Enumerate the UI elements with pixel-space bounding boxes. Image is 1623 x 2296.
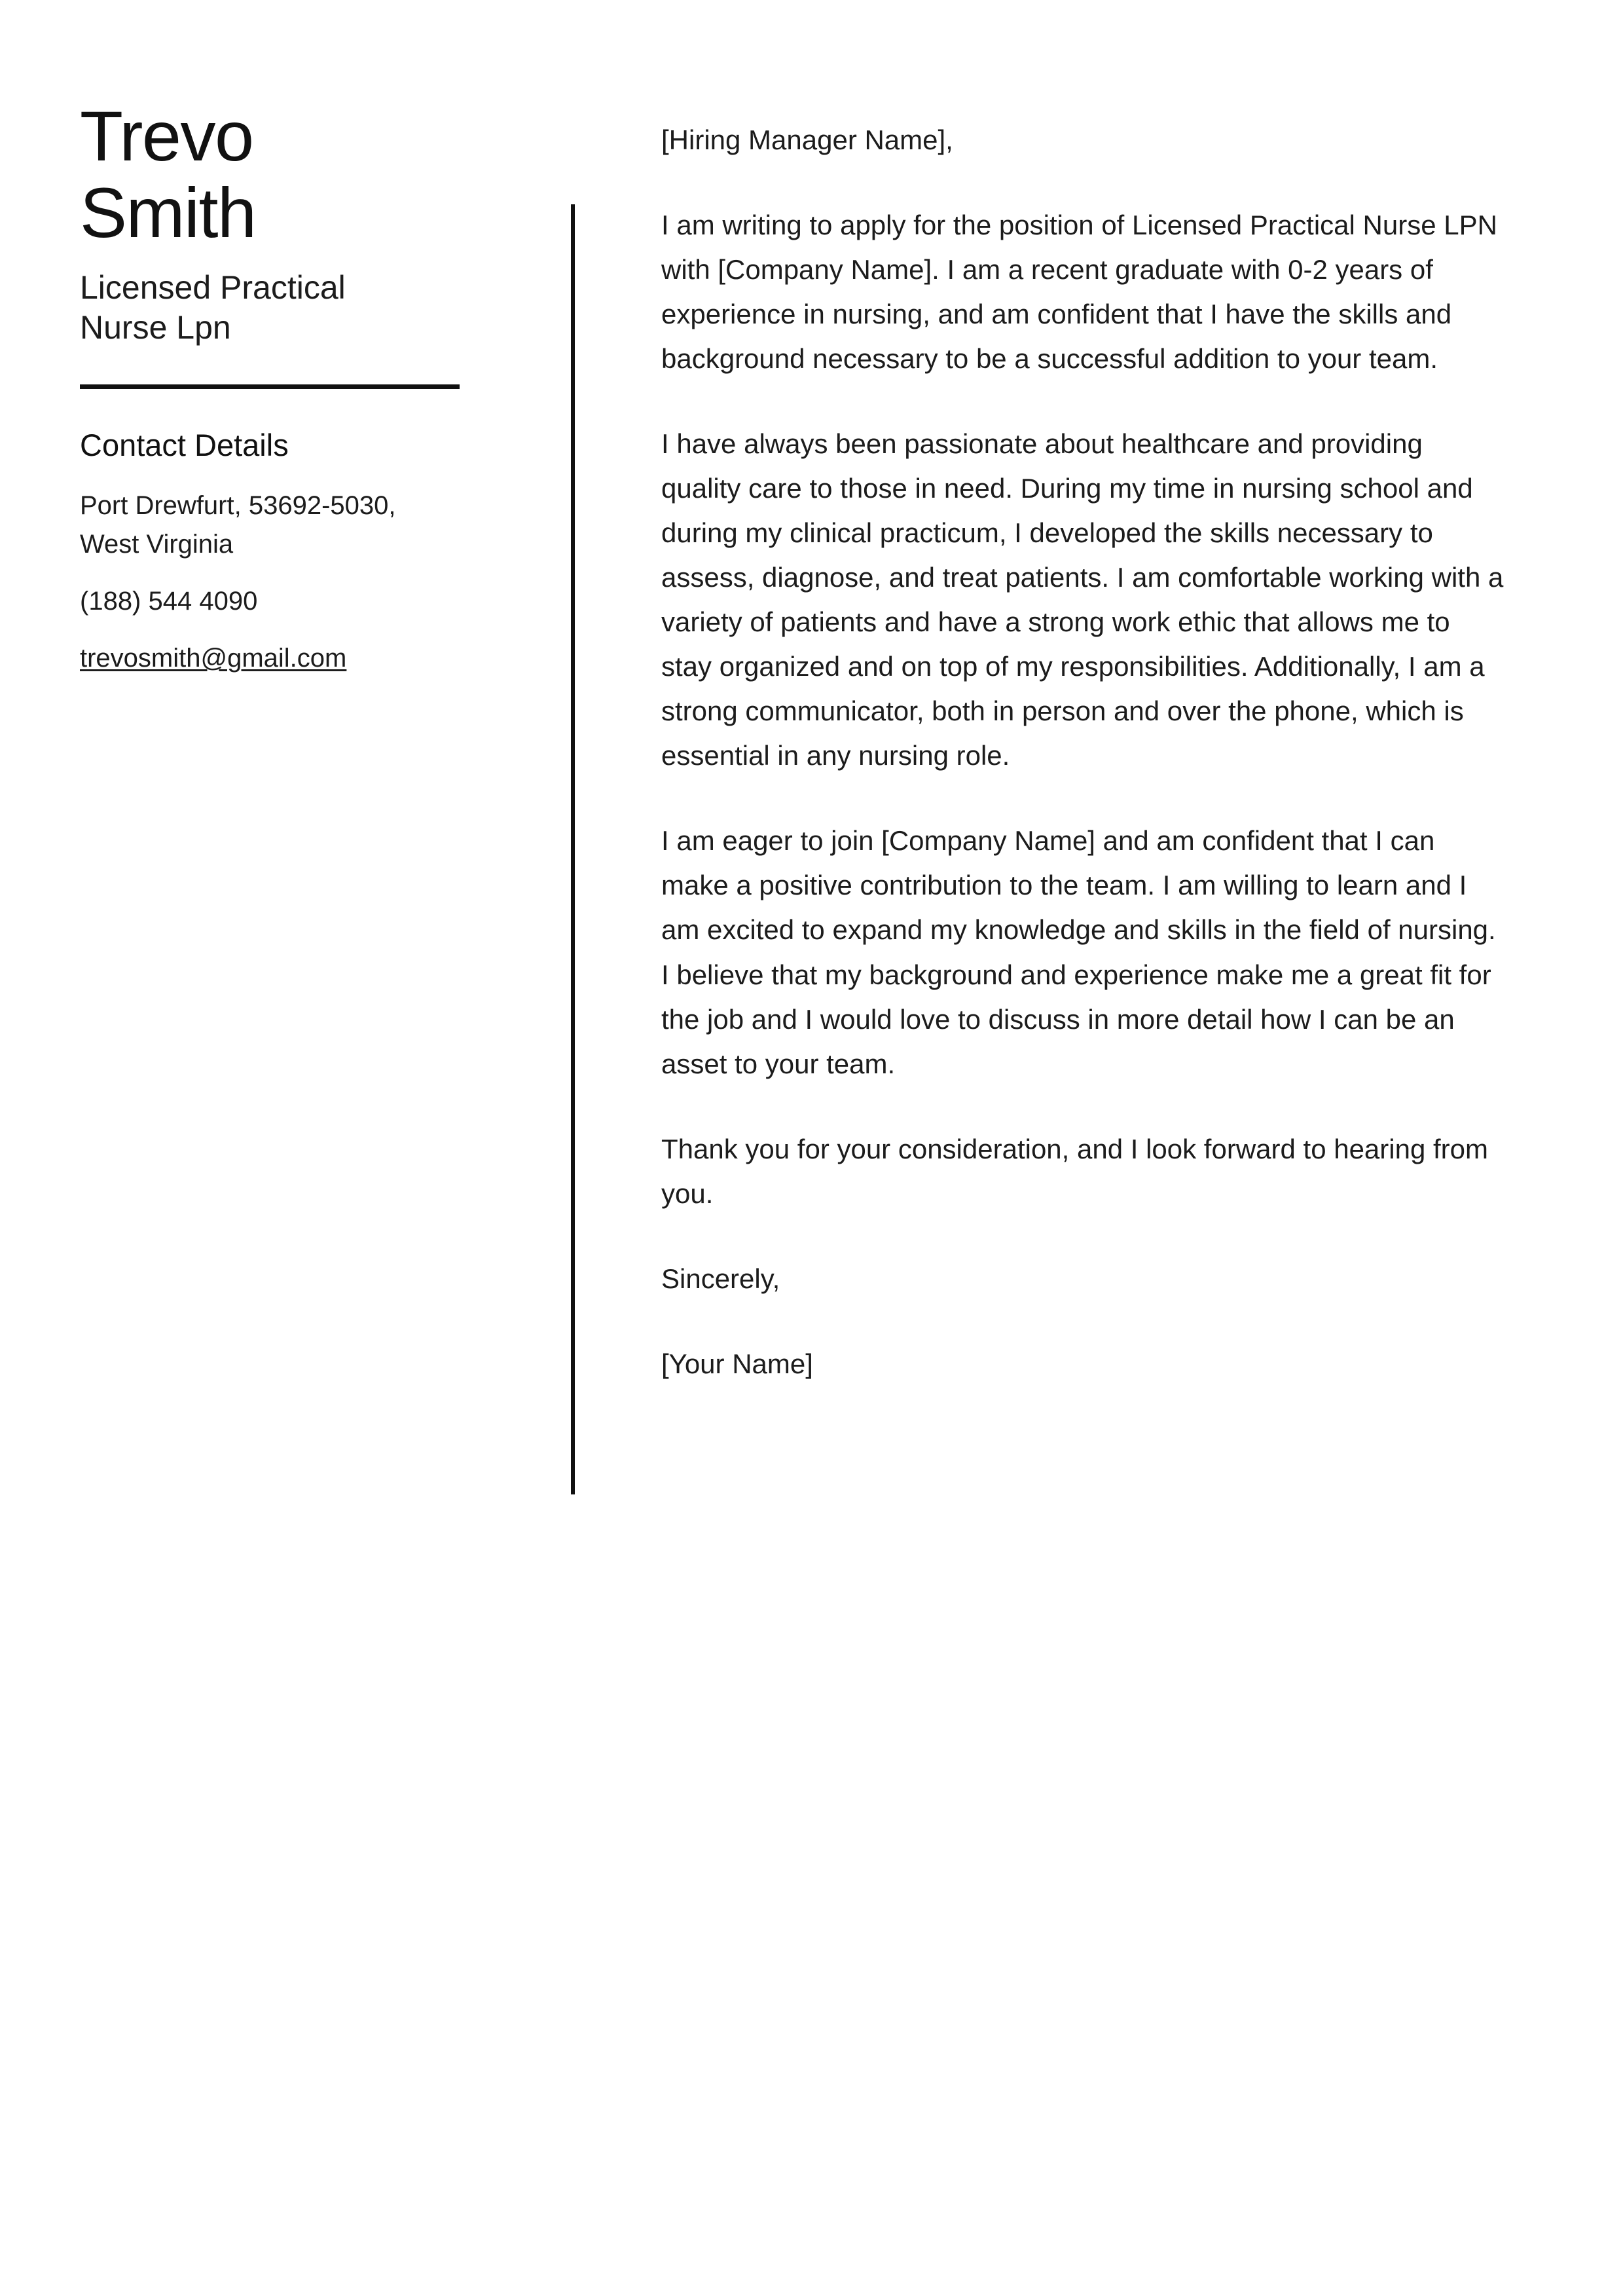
candidate-last-name: Smith (80, 172, 256, 252)
sidebar-divider-rule (80, 384, 460, 389)
letter-signature: [Your Name] (661, 1348, 813, 1379)
contact-email-link[interactable]: trevosmith@gmail.com (80, 644, 347, 673)
contact-email-row (80, 639, 447, 678)
letter-paragraph-2: I have always been passionate about healthcare and providing quality care to those in need. During my time in nursing school and during my clinical practicum, I developed the skills necessary to assess, diagnose, and treat patients. I am comfortable working with a variety of patients and have a strong work ethic that allows me to stay organized and on top of my responsibilities. Additionally, I am a strong communicator, both in person and over the phone, which is essential in any nursing role. (661, 428, 1504, 771)
contact-details-list (80, 487, 499, 678)
letter-salutation: [Hiring Manager Name], (661, 124, 953, 155)
candidate-job-title: Licensed Practical Nurse Lpn (80, 269, 346, 346)
candidate-name (80, 98, 499, 251)
contact-phone[interactable]: (188) 544 4090 (80, 587, 258, 616)
letter-paragraph-1: I am writing to apply for the position of Licensed Practical Nurse LPN with [Company Name]. I am a recent graduate with 0-2 years of experience in nursing, and am confident that I have the skills and background necessary to be a successful addition to your team. (661, 210, 1497, 375)
contact-address: Port Drewfurt, 53692-5030, West Virginia (80, 491, 396, 559)
vertical-divider (571, 204, 575, 1494)
letter-body (661, 118, 1506, 1386)
sidebar (80, 98, 499, 678)
contact-details-heading: Contact Details (80, 428, 289, 463)
candidate-first-name: Trevo (80, 96, 253, 176)
letter-paragraph-3: I am eager to join [Company Name] and am confident that I can make a positive contribution to the team. I am willing to learn and I am excited to expand my knowledge and skills in the field of nursing. I believe that my background and experience make me a great fit for the job and I would love to discuss in more detail how I can be an asset to your team. (661, 825, 1496, 1079)
letter-paragraph-4: Thank you for your consideration, and I look forward to hearing from you. (661, 1133, 1488, 1209)
letter-closing: Sincerely, (661, 1263, 780, 1294)
letter-signoff (661, 1257, 1506, 1386)
